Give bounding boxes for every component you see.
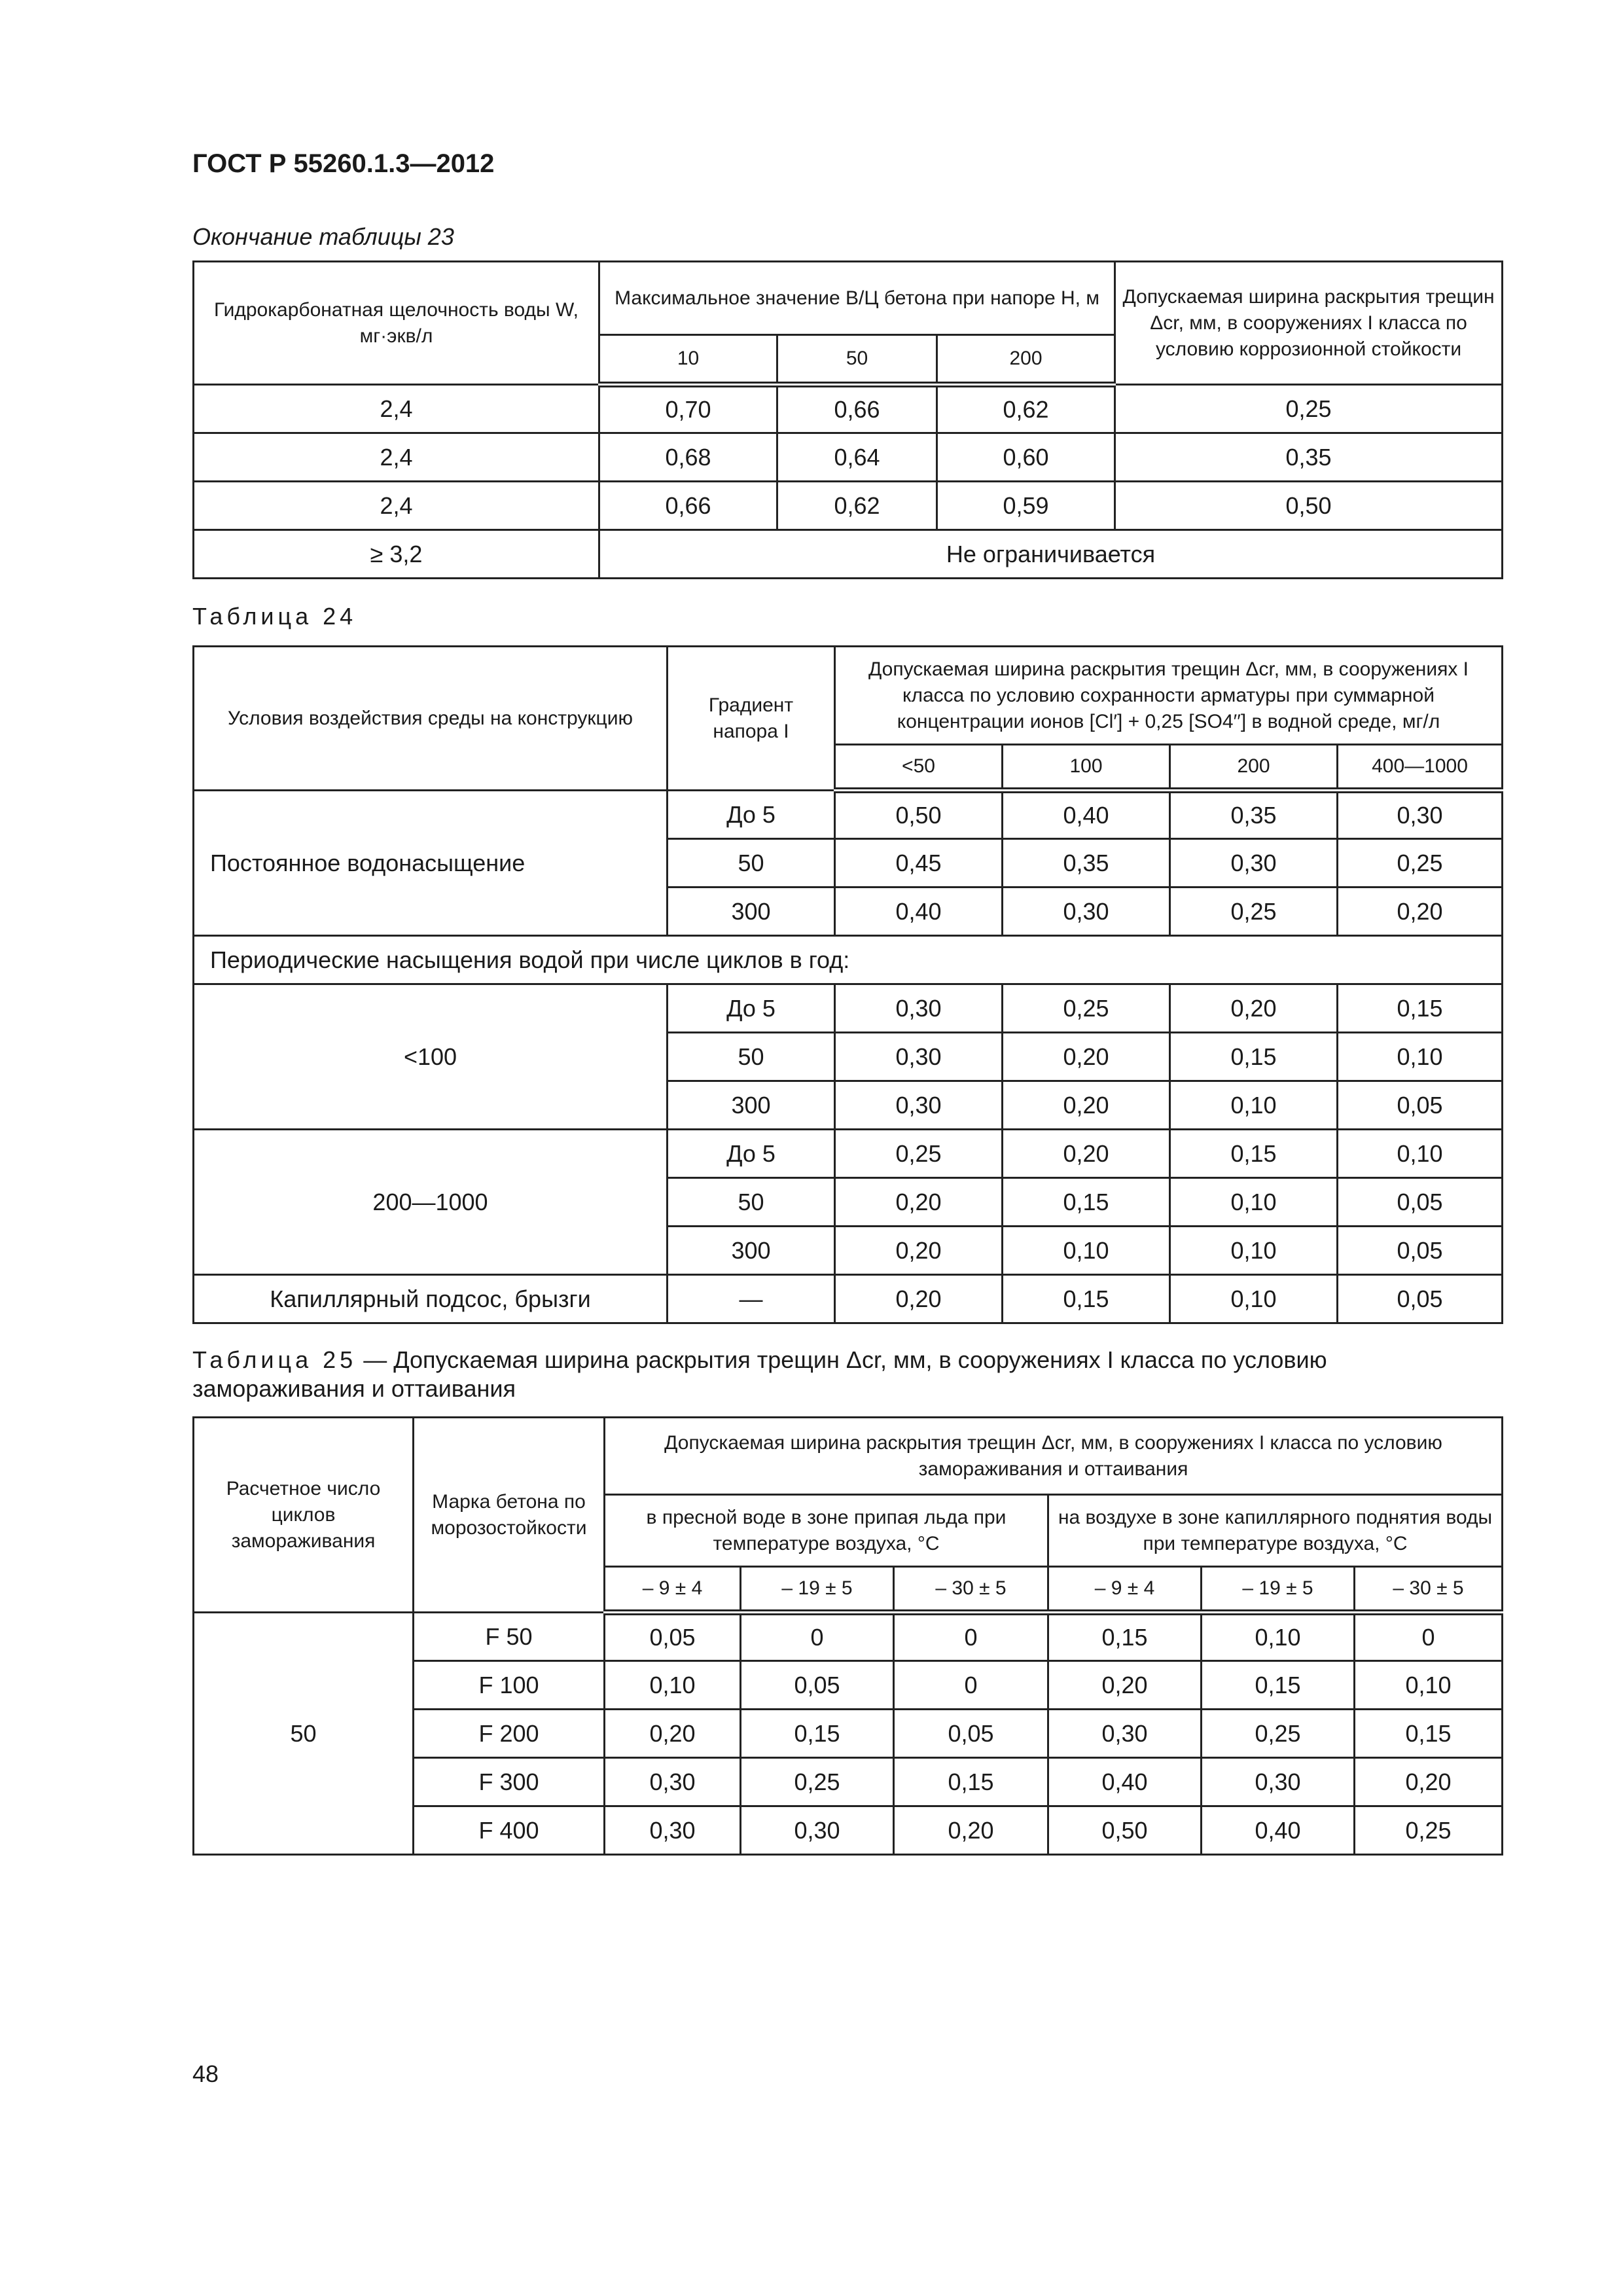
table-cell: 0,20 bbox=[894, 1806, 1048, 1855]
table-cell: 300 bbox=[668, 888, 835, 936]
table-cell: 0,05 bbox=[894, 1710, 1048, 1758]
table25-header-temp: – 19 ± 5 bbox=[1202, 1567, 1355, 1613]
table-cell: 0,25 bbox=[1202, 1710, 1355, 1758]
table24-header-c4: 400—1000 bbox=[1338, 745, 1503, 791]
table23-header-crack-width: Допускаемая ширина раскрытия трещин Δcr, мм, в сооружениях I класса по условию коррозионной стойкости bbox=[1115, 262, 1503, 385]
table-cell: 0,50 bbox=[1048, 1806, 1202, 1855]
table24-header-gradient: Градиент напора I bbox=[668, 647, 835, 791]
table-cell: До 5 bbox=[668, 791, 835, 839]
table-cell: 0,35 bbox=[1003, 839, 1170, 888]
table-cell: 0,40 bbox=[1202, 1806, 1355, 1855]
table-row bbox=[194, 482, 1503, 530]
table-cell: 0,40 bbox=[1003, 791, 1170, 839]
table25-header-frost-grade: Марка бетона по морозостойкости bbox=[414, 1418, 605, 1613]
table23 bbox=[192, 260, 1501, 579]
table-cell: 0 bbox=[1355, 1613, 1503, 1661]
table-cell: 0,10 bbox=[1170, 1275, 1338, 1323]
table-cell: 0,15 bbox=[1338, 984, 1503, 1033]
table24 bbox=[192, 645, 1501, 1324]
table-cell: 50 bbox=[668, 1178, 835, 1227]
table-row bbox=[194, 1613, 1503, 1661]
page-number: 48 bbox=[192, 2060, 219, 2087]
table-cell: 300 bbox=[668, 1227, 835, 1275]
table25-header-temp: – 30 ± 5 bbox=[894, 1567, 1048, 1613]
table-cell: 0,15 bbox=[1355, 1710, 1503, 1758]
table24-header-c2: 100 bbox=[1003, 745, 1170, 791]
table24-header-c1: <50 bbox=[835, 745, 1003, 791]
table-cell: 0,25 bbox=[835, 1130, 1003, 1178]
table-cell: 0,10 bbox=[1170, 1227, 1338, 1275]
table-cell: 0,10 bbox=[605, 1661, 741, 1710]
group-label: 200—1000 bbox=[194, 1130, 668, 1275]
table-cell: 50 bbox=[668, 1033, 835, 1081]
table23-header-h10: 10 bbox=[599, 335, 777, 385]
table-cell: 0,10 bbox=[1170, 1178, 1338, 1227]
table-cell: 0,10 bbox=[1003, 1227, 1170, 1275]
table-cell: 0,20 bbox=[1355, 1758, 1503, 1806]
table-cell: F 300 bbox=[414, 1758, 605, 1806]
table-cell: 0,15 bbox=[1202, 1661, 1355, 1710]
table-cell: 0,15 bbox=[1170, 1033, 1338, 1081]
table-cell: 0 bbox=[741, 1613, 894, 1661]
table-cell: 0,40 bbox=[835, 888, 1003, 936]
table-cell: 0,59 bbox=[937, 482, 1115, 530]
table-cell: 0,25 bbox=[1115, 385, 1503, 433]
table-cell: 0,45 bbox=[835, 839, 1003, 888]
table-cell: 0,20 bbox=[835, 1227, 1003, 1275]
table-cell: 0,05 bbox=[1338, 1227, 1503, 1275]
table-cell: До 5 bbox=[668, 984, 835, 1033]
table-cell: 0,35 bbox=[1115, 433, 1503, 482]
table-cell: 0 bbox=[894, 1613, 1048, 1661]
table-cell: 0,30 bbox=[1338, 791, 1503, 839]
table-cell: 0,05 bbox=[605, 1613, 741, 1661]
table-cell: 0,10 bbox=[1202, 1613, 1355, 1661]
table-cell: 0,30 bbox=[605, 1806, 741, 1855]
table-cell: 0,10 bbox=[1170, 1081, 1338, 1130]
table24-header-conditions: Условия воздействия среды на конструкцию bbox=[194, 647, 668, 791]
group-label: <100 bbox=[194, 984, 668, 1130]
table-cell: 0,20 bbox=[835, 1275, 1003, 1323]
table-cell: 0,20 bbox=[1048, 1661, 1202, 1710]
table-row bbox=[194, 433, 1503, 482]
table-cell: 0,25 bbox=[1170, 888, 1338, 936]
table-cell: 0,20 bbox=[1338, 888, 1503, 936]
table25-header-crack-width: Допускаемая ширина раскрытия трещин Δcr, мм, в сооружениях I класса по условию замораживания и оттаивания bbox=[605, 1418, 1503, 1495]
table-cell: 0,05 bbox=[1338, 1178, 1503, 1227]
table-cell: 0,20 bbox=[835, 1178, 1003, 1227]
table-cell: 0,20 bbox=[605, 1710, 741, 1758]
table-cell: 0,15 bbox=[1003, 1275, 1170, 1323]
section-label: Периодические насыщения водой при числе циклов в год: bbox=[194, 936, 1503, 984]
table25-header-temp: – 9 ± 4 bbox=[1048, 1567, 1202, 1613]
table-cell: 0,30 bbox=[1202, 1758, 1355, 1806]
table25-caption bbox=[192, 1346, 1501, 1403]
table-cell: 300 bbox=[668, 1081, 835, 1130]
table-cell: 0,30 bbox=[835, 1081, 1003, 1130]
table-cell: 0,30 bbox=[1170, 839, 1338, 888]
table-cell: 0,20 bbox=[1003, 1130, 1170, 1178]
table-cell: 0,15 bbox=[741, 1710, 894, 1758]
standard-code: ГОСТ Р 55260.1.3—2012 bbox=[192, 149, 495, 178]
table-cell: 0,25 bbox=[1355, 1806, 1503, 1855]
group-label: 50 bbox=[194, 1613, 414, 1855]
table-cell: 0,70 bbox=[599, 385, 777, 433]
table-cell: 0,05 bbox=[741, 1661, 894, 1710]
table-cell: 0,30 bbox=[835, 1033, 1003, 1081]
table-cell: 0,66 bbox=[599, 482, 777, 530]
table-cell: 0,05 bbox=[1338, 1275, 1503, 1323]
table-cell: Капиллярный подсос, брызги bbox=[194, 1275, 668, 1323]
table-cell: 0,05 bbox=[1338, 1081, 1503, 1130]
table-cell: 0,10 bbox=[1338, 1033, 1503, 1081]
table-cell: ≥ 3,2 bbox=[194, 530, 599, 579]
table-row bbox=[194, 984, 1503, 1033]
table25-header-air-capillary: на воздухе в зоне капиллярного поднятия воды при температуре воздуха, °С bbox=[1048, 1495, 1503, 1567]
table-cell: 0,20 bbox=[1003, 1081, 1170, 1130]
table-row bbox=[194, 791, 1503, 839]
table-cell: До 5 bbox=[668, 1130, 835, 1178]
table-cell: 0,30 bbox=[605, 1758, 741, 1806]
table-row bbox=[194, 1130, 1503, 1178]
table25-header-temp: – 9 ± 4 bbox=[605, 1567, 741, 1613]
table25 bbox=[192, 1416, 1501, 1856]
table-cell: 0,20 bbox=[1003, 1033, 1170, 1081]
group-label: Постоянное водонасыщение bbox=[194, 791, 668, 936]
table-cell: — bbox=[668, 1275, 835, 1323]
table-cell: 0,30 bbox=[1003, 888, 1170, 936]
table-cell: 0,15 bbox=[894, 1758, 1048, 1806]
table25-header-cycles: Расчетное число циклов замораживания bbox=[194, 1418, 414, 1613]
table-cell: 0,64 bbox=[777, 433, 937, 482]
table-cell: 0,68 bbox=[599, 433, 777, 482]
table-cell: 0,40 bbox=[1048, 1758, 1202, 1806]
table23-caption: Окончание таблицы 23 bbox=[192, 223, 454, 250]
table-cell: 0,10 bbox=[1338, 1130, 1503, 1178]
table-cell: 0,20 bbox=[1170, 984, 1338, 1033]
table-cell: 0,15 bbox=[1048, 1613, 1202, 1661]
table-cell: 0,10 bbox=[1355, 1661, 1503, 1710]
table-cell: 0,25 bbox=[1338, 839, 1503, 888]
table23-header-h50: 50 bbox=[777, 335, 937, 385]
table25-caption-label: Таблица 25 bbox=[192, 1346, 357, 1373]
table-cell: 2,4 bbox=[194, 385, 599, 433]
table24-caption: Таблица 24 bbox=[192, 603, 357, 630]
table-cell: 0,62 bbox=[937, 385, 1115, 433]
table-cell: 0,50 bbox=[1115, 482, 1503, 530]
table-cell: 2,4 bbox=[194, 482, 599, 530]
table24-header-c3: 200 bbox=[1170, 745, 1338, 791]
table-cell: 0,30 bbox=[741, 1806, 894, 1855]
table-cell: F 200 bbox=[414, 1710, 605, 1758]
table-row bbox=[194, 385, 1503, 433]
table-cell: 0,30 bbox=[1048, 1710, 1202, 1758]
table25-caption-text: — Допускаемая ширина раскрытия трещин Δcr, мм, в сооружениях I класса по условию замораживания и оттаивания bbox=[192, 1346, 1327, 1402]
table-cell: 0,60 bbox=[937, 433, 1115, 482]
table-cell: 0 bbox=[894, 1661, 1048, 1710]
table-cell: 0,62 bbox=[777, 482, 937, 530]
table23-header-h200: 200 bbox=[937, 335, 1115, 385]
table-cell: 0,35 bbox=[1170, 791, 1338, 839]
table-cell: 0,25 bbox=[1003, 984, 1170, 1033]
table23-header-wc-ratio: Максимальное значение В/Ц бетона при напоре H, м bbox=[599, 262, 1115, 335]
table-row bbox=[194, 530, 1503, 579]
table-cell: 0,50 bbox=[835, 791, 1003, 839]
table-cell: 0,66 bbox=[777, 385, 937, 433]
table24-header-crack-width: Допускаемая ширина раскрытия трещин Δcr, мм, в сооружениях I класса по условию сохранности арматуры при суммарной концентрации ионов [Cl′] + 0,25 [SO4′′] в водной среде, мг/л bbox=[835, 647, 1503, 745]
table25-header-temp: – 30 ± 5 bbox=[1355, 1567, 1503, 1613]
table23-header-alkalinity: Гидрокарбонатная щелочность воды W, мг·экв/л bbox=[194, 262, 599, 385]
table25-header-fresh-water: в пресной воде в зоне припая льда при температуре воздуха, °С bbox=[605, 1495, 1048, 1567]
table-cell: F 50 bbox=[414, 1613, 605, 1661]
table-cell: 50 bbox=[668, 839, 835, 888]
table-cell: 0,15 bbox=[1003, 1178, 1170, 1227]
table-cell: 0,25 bbox=[741, 1758, 894, 1806]
table25-header-temp: – 19 ± 5 bbox=[741, 1567, 894, 1613]
table-row bbox=[194, 936, 1503, 984]
table-row bbox=[194, 1275, 1503, 1323]
table-cell: 2,4 bbox=[194, 433, 599, 482]
table-cell: F 400 bbox=[414, 1806, 605, 1855]
table-cell: 0,30 bbox=[835, 984, 1003, 1033]
table-cell: F 100 bbox=[414, 1661, 605, 1710]
table-cell: Не ограничивается bbox=[599, 530, 1503, 579]
table-cell: 0,15 bbox=[1170, 1130, 1338, 1178]
